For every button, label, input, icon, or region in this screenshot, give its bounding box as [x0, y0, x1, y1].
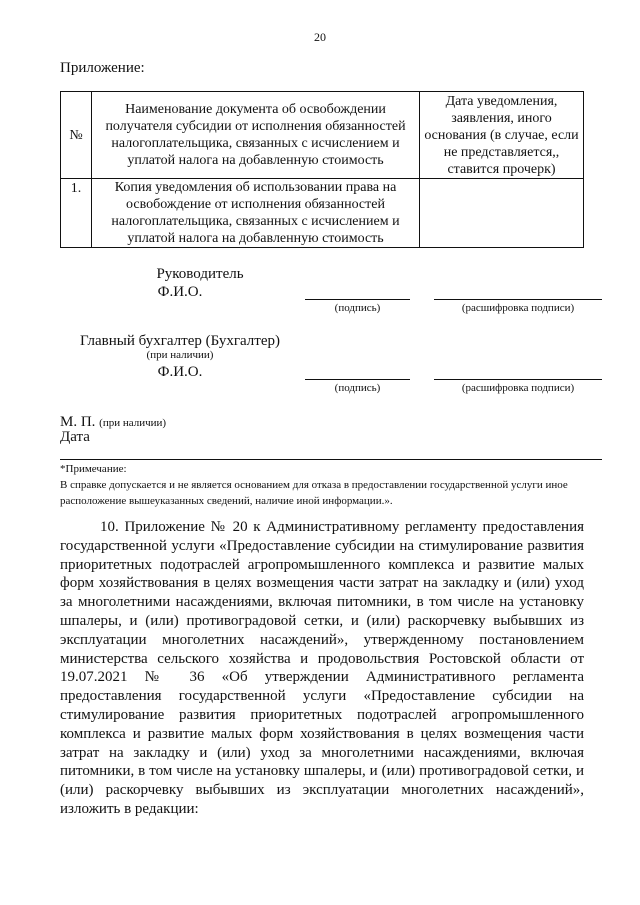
head-signature-line	[305, 299, 410, 300]
footnote-divider	[60, 459, 602, 460]
accountant-decoding-caption: (расшифровка подписи)	[461, 382, 575, 394]
accountant-signature-caption: (подпись)	[334, 382, 381, 394]
footnote-text: В справке допускается и не является основанием для отказа в предоставлении государственной услуги иное расположение вышеуказанных сведений, наличие иной информации.».	[60, 479, 568, 507]
page-number: 20	[314, 30, 326, 44]
row-document-name: Копия уведомления об использовании права на освобождение от исполнения обязанностей налогоплательщика, связанных с исчислением и уплатой налога на добавленную стоимость	[92, 179, 420, 248]
footnote	[60, 461, 610, 509]
table-header-row	[61, 92, 584, 179]
accountant-decoding-line	[434, 379, 602, 380]
head-fio: Ф.И.О.	[157, 284, 203, 300]
accountant-title: Главный бухгалтер (Бухгалтер)	[80, 333, 280, 349]
footnote-title: *Примечание:	[60, 463, 127, 475]
accountant-signature-line	[305, 379, 410, 380]
amendment-paragraph: 10. Приложение № 20 к Административному регламенту предоставления государственной услуги «Предоставление субсидии на стимулирование развития приоритетных подотраслей агропромышленного комплекса и развитие малых форм хозяйствования в целях возмещения части затрат на закладку и (или) уход за многолетними насаждениями, включая питомники, в том числе на установку шпалеры, и (или) противоградовой сетки, и (или) раскорчевку выбывших из эксплуатации многолетних насаждений», утвержденному постановлением министерства сельского хозяйства и продовольствия Ростовской области от 19.07.2021 № 36 «Об утверждении Административного регламента предоставления государственной услуги «Предоставление субсидии на стимулирование развития приоритетных подотраслей агропромышленного комплекса и развитие малых форм хозяйствования в целях возмещения части затрат на закладку и (или) уход за многолетними насаждениями, включая питомники, в том числе на установку шпалеры, и (или) противоградовой сетки, и (или) раскорчевку выбывших из эксплуатации многолетних насаждений», изложить в редакции:	[60, 519, 584, 817]
appendix-table	[60, 91, 584, 248]
row-number: 1.	[61, 179, 92, 248]
row-date	[420, 179, 584, 248]
head-decoding-caption: (расшифровка подписи)	[461, 302, 575, 314]
head-decoding-line	[434, 299, 602, 300]
stamp-label: М. П.	[60, 414, 96, 430]
header-document-name: Наименование документа об освобождении получателя субсидии от исполнения обязанностей налогоплательщика, связанных с исчислением и уплатой налога на добавленную стоимость	[92, 92, 420, 179]
head-title: Руководитель	[156, 266, 244, 282]
header-number: №	[61, 92, 92, 179]
table-row	[61, 179, 584, 248]
stamp-note: (при наличии)	[99, 417, 167, 429]
accountant-note: (при наличии)	[146, 349, 214, 361]
header-date: Дата уведомления, заявления, иного основания (в случае, если не представляется,, ставится прочерк)	[420, 92, 584, 179]
accountant-fio: Ф.И.О.	[157, 364, 203, 380]
appendix-label: Приложение:	[60, 60, 145, 76]
date-label: Дата	[60, 429, 90, 445]
head-signature-caption: (подпись)	[334, 302, 381, 314]
